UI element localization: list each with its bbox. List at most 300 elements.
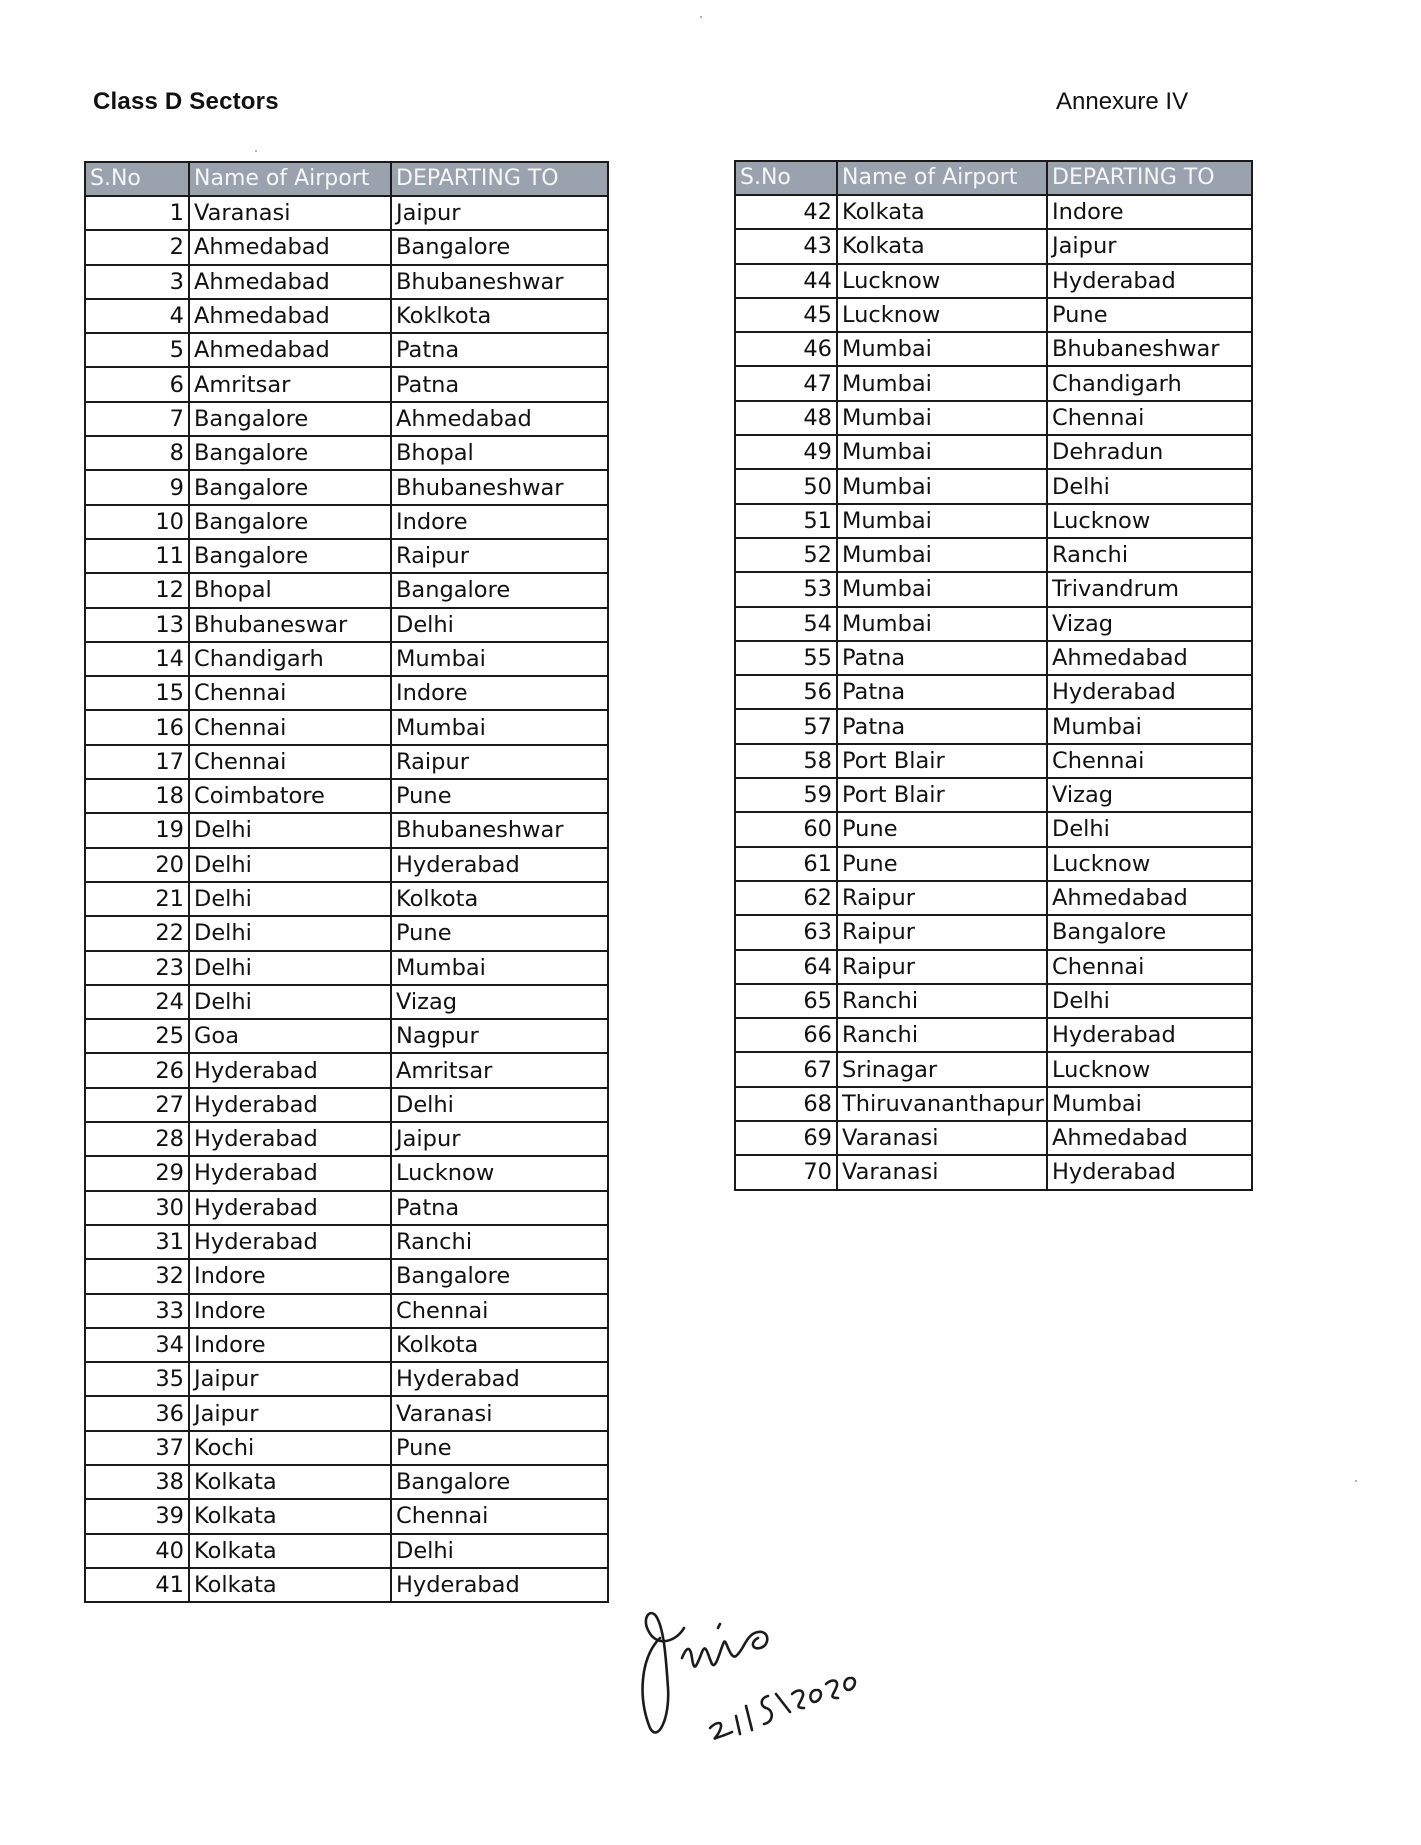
cell-departing-to: Pune xyxy=(1047,298,1252,332)
cell-departing-to: Pune xyxy=(391,779,608,813)
cell-airport: Jaipur xyxy=(189,1396,391,1430)
cell-airport: Kolkata xyxy=(189,1499,391,1533)
date-stroke xyxy=(844,1678,855,1690)
cell-sno: 28 xyxy=(85,1122,189,1156)
cell-departing-to: Raipur xyxy=(391,745,608,779)
cell-airport: Indore xyxy=(189,1294,391,1328)
cell-sno: 29 xyxy=(85,1156,189,1190)
cell-sno: 19 xyxy=(85,813,189,847)
cell-airport: Ranchi xyxy=(837,1018,1047,1052)
cell-departing-to: Bhubaneshwar xyxy=(391,813,608,847)
cell-sno: 38 xyxy=(85,1465,189,1499)
cell-sno: 11 xyxy=(85,539,189,573)
cell-departing-to: Bangalore xyxy=(1047,915,1252,949)
cell-departing-to: Lucknow xyxy=(1047,504,1252,538)
cell-airport: Ahmedabad xyxy=(189,230,391,264)
table-row xyxy=(735,264,1252,298)
cell-sno: 17 xyxy=(85,745,189,779)
cell-airport: Varanasi xyxy=(189,196,391,230)
cell-airport: Delhi xyxy=(189,882,391,916)
date-stroke xyxy=(736,1716,740,1734)
cell-sno: 65 xyxy=(735,984,837,1018)
cell-sno: 48 xyxy=(735,401,837,435)
table-row xyxy=(85,1396,608,1430)
cell-departing-to: Bhopal xyxy=(391,436,608,470)
cell-airport: Mumbai xyxy=(837,572,1047,606)
cell-departing-to: Chennai xyxy=(391,1294,608,1328)
cell-departing-to: Mumbai xyxy=(1047,1087,1252,1121)
cell-airport: Lucknow xyxy=(837,298,1047,332)
cell-departing-to: Hyderabad xyxy=(1047,675,1252,709)
cell-sno: 66 xyxy=(735,1018,837,1052)
cell-airport: Chennai xyxy=(189,745,391,779)
cell-sno: 53 xyxy=(735,572,837,606)
cell-airport: Kolkata xyxy=(837,195,1047,229)
table-row xyxy=(735,915,1252,949)
table-row xyxy=(85,1156,608,1190)
table-row xyxy=(85,848,608,882)
date-stroke xyxy=(746,1706,752,1730)
table-row xyxy=(735,607,1252,641)
cell-sno: 20 xyxy=(85,848,189,882)
table-row xyxy=(735,950,1252,984)
cell-sno: 26 xyxy=(85,1053,189,1087)
cell-airport: Coimbatore xyxy=(189,779,391,813)
cell-airport: Patna xyxy=(837,709,1047,743)
table-row xyxy=(735,229,1252,263)
table-row xyxy=(735,847,1252,881)
cell-airport: Bangalore xyxy=(189,539,391,573)
cell-departing-to: Indore xyxy=(391,676,608,710)
cell-airport: Amritsar xyxy=(189,367,391,401)
table-row xyxy=(735,881,1252,915)
table-row xyxy=(85,985,608,1019)
cell-departing-to: Patna xyxy=(391,1191,608,1225)
cell-departing-to: Hyderabad xyxy=(391,848,608,882)
cell-airport: Varanasi xyxy=(837,1121,1047,1155)
cell-airport: Chennai xyxy=(189,676,391,710)
cell-sno: 7 xyxy=(85,402,189,436)
table-row xyxy=(735,332,1252,366)
cell-departing-to: Ahmedabad xyxy=(1047,881,1252,915)
table-row xyxy=(85,470,608,504)
table-row xyxy=(85,1122,608,1156)
cell-sno: 39 xyxy=(85,1499,189,1533)
cell-departing-to: Hyderabad xyxy=(391,1568,608,1602)
table-row xyxy=(85,813,608,847)
table-row xyxy=(735,1087,1252,1121)
cell-sno: 3 xyxy=(85,265,189,299)
cell-airport: Raipur xyxy=(837,915,1047,949)
table-row xyxy=(85,333,608,367)
cell-airport: Delhi xyxy=(189,951,391,985)
cell-sno: 24 xyxy=(85,985,189,1019)
cell-sno: 46 xyxy=(735,332,837,366)
cell-departing-to: Indore xyxy=(391,505,608,539)
cell-sno: 25 xyxy=(85,1019,189,1053)
cell-departing-to: Chennai xyxy=(1047,744,1252,778)
cell-departing-to: Pune xyxy=(391,916,608,950)
cell-airport: Ahmedabad xyxy=(189,265,391,299)
cell-airport: Lucknow xyxy=(837,264,1047,298)
cell-departing-to: Hyderabad xyxy=(391,1362,608,1396)
table-row xyxy=(85,951,608,985)
cell-departing-to: Bangalore xyxy=(391,573,608,607)
annexure-label: Annexure IV xyxy=(1056,88,1189,115)
cell-departing-to: Delhi xyxy=(391,1534,608,1568)
table-row xyxy=(85,573,608,607)
cell-airport: Srinagar xyxy=(837,1052,1047,1086)
cell-sno: 30 xyxy=(85,1191,189,1225)
cell-departing-to: Hyderabad xyxy=(1047,1018,1252,1052)
table-row xyxy=(85,1328,608,1362)
column-header-airport: Name of Airport xyxy=(837,161,1047,195)
cell-departing-to: Chennai xyxy=(391,1499,608,1533)
table-row xyxy=(735,504,1252,538)
cell-sno: 64 xyxy=(735,950,837,984)
cell-departing-to: Bangalore xyxy=(391,1259,608,1293)
cell-sno: 55 xyxy=(735,641,837,675)
cell-airport: Jaipur xyxy=(189,1362,391,1396)
cell-airport: Hyderabad xyxy=(189,1191,391,1225)
cell-airport: Varanasi xyxy=(837,1155,1047,1189)
cell-departing-to: Lucknow xyxy=(391,1156,608,1190)
cell-sno: 60 xyxy=(735,812,837,846)
cell-airport: Hyderabad xyxy=(189,1122,391,1156)
cell-airport: Raipur xyxy=(837,881,1047,915)
date-stroke xyxy=(810,1690,821,1702)
cell-sno: 34 xyxy=(85,1328,189,1362)
sectors-table-right xyxy=(734,160,1253,1191)
cell-airport: Bangalore xyxy=(189,436,391,470)
cell-departing-to: Bhubaneshwar xyxy=(391,265,608,299)
table-row xyxy=(85,1225,608,1259)
cell-departing-to: Delhi xyxy=(1047,812,1252,846)
table-row xyxy=(85,1568,608,1602)
cell-airport: Patna xyxy=(837,641,1047,675)
cell-airport: Delhi xyxy=(189,916,391,950)
date-stroke xyxy=(776,1694,790,1712)
cell-airport: Bhubaneswar xyxy=(189,608,391,642)
table-row xyxy=(85,1191,608,1225)
table-row xyxy=(735,1121,1252,1155)
cell-airport: Hyderabad xyxy=(189,1225,391,1259)
cell-sno: 67 xyxy=(735,1052,837,1086)
cell-sno: 4 xyxy=(85,299,189,333)
cell-sno: 6 xyxy=(85,367,189,401)
cell-sno: 59 xyxy=(735,778,837,812)
cell-sno: 50 xyxy=(735,469,837,503)
table-row xyxy=(735,401,1252,435)
cell-departing-to: Ahmedabad xyxy=(391,402,608,436)
cell-airport: Mumbai xyxy=(837,366,1047,400)
cell-sno: 47 xyxy=(735,366,837,400)
cell-departing-to: Bangalore xyxy=(391,230,608,264)
cell-sno: 41 xyxy=(85,1568,189,1602)
cell-departing-to: Kolkota xyxy=(391,1328,608,1362)
cell-airport: Kolkata xyxy=(189,1534,391,1568)
signature-stroke xyxy=(643,1613,684,1732)
cell-sno: 16 xyxy=(85,710,189,744)
table-row xyxy=(735,572,1252,606)
table-row xyxy=(735,675,1252,709)
table-row xyxy=(735,744,1252,778)
cell-airport: Bangalore xyxy=(189,402,391,436)
table-row xyxy=(85,539,608,573)
cell-departing-to: Delhi xyxy=(1047,469,1252,503)
cell-airport: Chandigarh xyxy=(189,642,391,676)
cell-sno: 49 xyxy=(735,435,837,469)
cell-airport: Ranchi xyxy=(837,984,1047,1018)
cell-departing-to: Jaipur xyxy=(391,1122,608,1156)
page-title: Class D Sectors xyxy=(93,88,279,115)
cell-airport: Bhopal xyxy=(189,573,391,607)
table-row xyxy=(85,367,608,401)
cell-airport: Mumbai xyxy=(837,504,1047,538)
cell-airport: Mumbai xyxy=(837,538,1047,572)
cell-departing-to: Varanasi xyxy=(391,1396,608,1430)
cell-airport: Indore xyxy=(189,1259,391,1293)
cell-sno: 15 xyxy=(85,676,189,710)
cell-departing-to: Nagpur xyxy=(391,1019,608,1053)
cell-sno: 52 xyxy=(735,538,837,572)
cell-airport: Delhi xyxy=(189,848,391,882)
cell-departing-to: Amritsar xyxy=(391,1053,608,1087)
cell-departing-to: Lucknow xyxy=(1047,1052,1252,1086)
table-row xyxy=(85,882,608,916)
table-row xyxy=(735,435,1252,469)
table-row xyxy=(85,1053,608,1087)
table-row xyxy=(85,265,608,299)
cell-sno: 23 xyxy=(85,951,189,985)
table-row xyxy=(735,1018,1252,1052)
cell-departing-to: Delhi xyxy=(1047,984,1252,1018)
table-row xyxy=(85,436,608,470)
cell-airport: Kolkata xyxy=(189,1568,391,1602)
table-row xyxy=(735,538,1252,572)
table-row xyxy=(85,779,608,813)
cell-sno: 31 xyxy=(85,1225,189,1259)
cell-airport: Thiruvananthapur xyxy=(837,1087,1047,1121)
cell-sno: 42 xyxy=(735,195,837,229)
column-header-sno: S.No xyxy=(735,161,837,195)
cell-sno: 51 xyxy=(735,504,837,538)
table-row xyxy=(85,230,608,264)
table-row xyxy=(735,1052,1252,1086)
column-header-departing-to: DEPARTING TO xyxy=(391,162,608,196)
cell-sno: 58 xyxy=(735,744,837,778)
cell-airport: Mumbai xyxy=(837,401,1047,435)
cell-airport: Bangalore xyxy=(189,470,391,504)
column-header-sno: S.No xyxy=(85,162,189,196)
cell-sno: 56 xyxy=(735,675,837,709)
cell-departing-to: Chennai xyxy=(1047,950,1252,984)
cell-departing-to: Ranchi xyxy=(1047,538,1252,572)
cell-airport: Mumbai xyxy=(837,607,1047,641)
cell-departing-to: Mumbai xyxy=(391,951,608,985)
table-row xyxy=(735,1155,1252,1189)
cell-airport: Kolkata xyxy=(837,229,1047,263)
handwritten-signature xyxy=(620,1598,900,1748)
date-stroke xyxy=(826,1681,838,1698)
table-row xyxy=(85,1259,608,1293)
cell-departing-to: Delhi xyxy=(391,608,608,642)
cell-airport: Pune xyxy=(837,812,1047,846)
cell-departing-to: Jaipur xyxy=(1047,229,1252,263)
cell-departing-to: Hyderabad xyxy=(1047,264,1252,298)
cell-departing-to: Kolkota xyxy=(391,882,608,916)
cell-airport: Delhi xyxy=(189,813,391,847)
cell-sno: 5 xyxy=(85,333,189,367)
cell-sno: 63 xyxy=(735,915,837,949)
cell-sno: 69 xyxy=(735,1121,837,1155)
cell-sno: 27 xyxy=(85,1088,189,1122)
cell-departing-to: Chennai xyxy=(1047,401,1252,435)
table-row xyxy=(85,299,608,333)
cell-departing-to: Bhubaneshwar xyxy=(391,470,608,504)
cell-departing-to: Vizag xyxy=(391,985,608,1019)
cell-sno: 43 xyxy=(735,229,837,263)
cell-departing-to: Patna xyxy=(391,367,608,401)
cell-airport: Mumbai xyxy=(837,435,1047,469)
cell-airport: Mumbai xyxy=(837,332,1047,366)
table-header-row xyxy=(735,161,1252,195)
cell-departing-to: Mumbai xyxy=(391,642,608,676)
table-row xyxy=(735,641,1252,675)
cell-departing-to: Jaipur xyxy=(391,196,608,230)
date-stroke xyxy=(710,1723,732,1739)
table-row xyxy=(85,1534,608,1568)
cell-airport: Kochi xyxy=(189,1431,391,1465)
cell-sno: 18 xyxy=(85,779,189,813)
cell-sno: 2 xyxy=(85,230,189,264)
cell-sno: 37 xyxy=(85,1431,189,1465)
cell-sno: 44 xyxy=(735,264,837,298)
cell-sno: 13 xyxy=(85,608,189,642)
cell-departing-to: Koklkota xyxy=(391,299,608,333)
table-row xyxy=(735,195,1252,229)
sectors-table-left xyxy=(84,161,609,1603)
table-row xyxy=(85,1294,608,1328)
cell-sno: 45 xyxy=(735,298,837,332)
date-stroke xyxy=(792,1691,804,1708)
signature-stroke xyxy=(718,1624,720,1628)
cell-departing-to: Raipur xyxy=(391,539,608,573)
cell-departing-to: Mumbai xyxy=(1047,709,1252,743)
cell-airport: Mumbai xyxy=(837,469,1047,503)
table-row xyxy=(85,196,608,230)
cell-departing-to: Mumbai xyxy=(391,710,608,744)
cell-sno: 10 xyxy=(85,505,189,539)
table-row xyxy=(85,1465,608,1499)
cell-airport: Hyderabad xyxy=(189,1088,391,1122)
cell-sno: 9 xyxy=(85,470,189,504)
cell-departing-to: Indore xyxy=(1047,195,1252,229)
cell-airport: Indore xyxy=(189,1328,391,1362)
table-row xyxy=(85,916,608,950)
table-row xyxy=(85,1019,608,1053)
table-header-row xyxy=(85,162,608,196)
cell-departing-to: Dehradun xyxy=(1047,435,1252,469)
cell-sno: 68 xyxy=(735,1087,837,1121)
cell-sno: 70 xyxy=(735,1155,837,1189)
column-header-departing-to: DEPARTING TO xyxy=(1047,161,1252,195)
column-header-airport: Name of Airport xyxy=(189,162,391,196)
cell-departing-to: Pune xyxy=(391,1431,608,1465)
cell-sno: 40 xyxy=(85,1534,189,1568)
cell-departing-to: Chandigarh xyxy=(1047,366,1252,400)
table-row xyxy=(735,298,1252,332)
cell-departing-to: Patna xyxy=(391,333,608,367)
cell-airport: Port Blair xyxy=(837,778,1047,812)
cell-airport: Raipur xyxy=(837,950,1047,984)
cell-airport: Chennai xyxy=(189,710,391,744)
date-stroke xyxy=(762,1696,772,1724)
cell-departing-to: Ranchi xyxy=(391,1225,608,1259)
table-row xyxy=(85,1431,608,1465)
table-row xyxy=(85,642,608,676)
table-row xyxy=(85,1362,608,1396)
cell-sno: 1 xyxy=(85,196,189,230)
cell-sno: 62 xyxy=(735,881,837,915)
cell-departing-to: Vizag xyxy=(1047,778,1252,812)
cell-airport: Patna xyxy=(837,675,1047,709)
cell-sno: 35 xyxy=(85,1362,189,1396)
cell-departing-to: Lucknow xyxy=(1047,847,1252,881)
table-row xyxy=(85,608,608,642)
table-row xyxy=(735,366,1252,400)
table-row xyxy=(735,812,1252,846)
table-row xyxy=(85,1088,608,1122)
cell-sno: 22 xyxy=(85,916,189,950)
table-row xyxy=(735,984,1252,1018)
cell-sno: 14 xyxy=(85,642,189,676)
cell-airport: Delhi xyxy=(189,985,391,1019)
cell-airport: Ahmedabad xyxy=(189,333,391,367)
cell-departing-to: Bangalore xyxy=(391,1465,608,1499)
table-row xyxy=(85,1499,608,1533)
cell-airport: Hyderabad xyxy=(189,1156,391,1190)
cell-sno: 21 xyxy=(85,882,189,916)
cell-airport: Hyderabad xyxy=(189,1053,391,1087)
cell-sno: 61 xyxy=(735,847,837,881)
cell-sno: 12 xyxy=(85,573,189,607)
table-row xyxy=(85,402,608,436)
cell-airport: Ahmedabad xyxy=(189,299,391,333)
cell-sno: 36 xyxy=(85,1396,189,1430)
table-row xyxy=(85,710,608,744)
table-row xyxy=(735,709,1252,743)
cell-departing-to: Ahmedabad xyxy=(1047,1121,1252,1155)
table-row xyxy=(85,745,608,779)
cell-departing-to: Ahmedabad xyxy=(1047,641,1252,675)
cell-departing-to: Trivandrum xyxy=(1047,572,1252,606)
table-row xyxy=(85,505,608,539)
cell-departing-to: Hyderabad xyxy=(1047,1155,1252,1189)
table-row xyxy=(735,469,1252,503)
signature-stroke xyxy=(682,1632,767,1667)
cell-departing-to: Bhubaneshwar xyxy=(1047,332,1252,366)
cell-airport: Port Blair xyxy=(837,744,1047,778)
cell-airport: Kolkata xyxy=(189,1465,391,1499)
cell-airport: Pune xyxy=(837,847,1047,881)
cell-airport: Bangalore xyxy=(189,505,391,539)
cell-sno: 8 xyxy=(85,436,189,470)
cell-departing-to: Vizag xyxy=(1047,607,1252,641)
cell-departing-to: Delhi xyxy=(391,1088,608,1122)
cell-sno: 32 xyxy=(85,1259,189,1293)
cell-sno: 33 xyxy=(85,1294,189,1328)
